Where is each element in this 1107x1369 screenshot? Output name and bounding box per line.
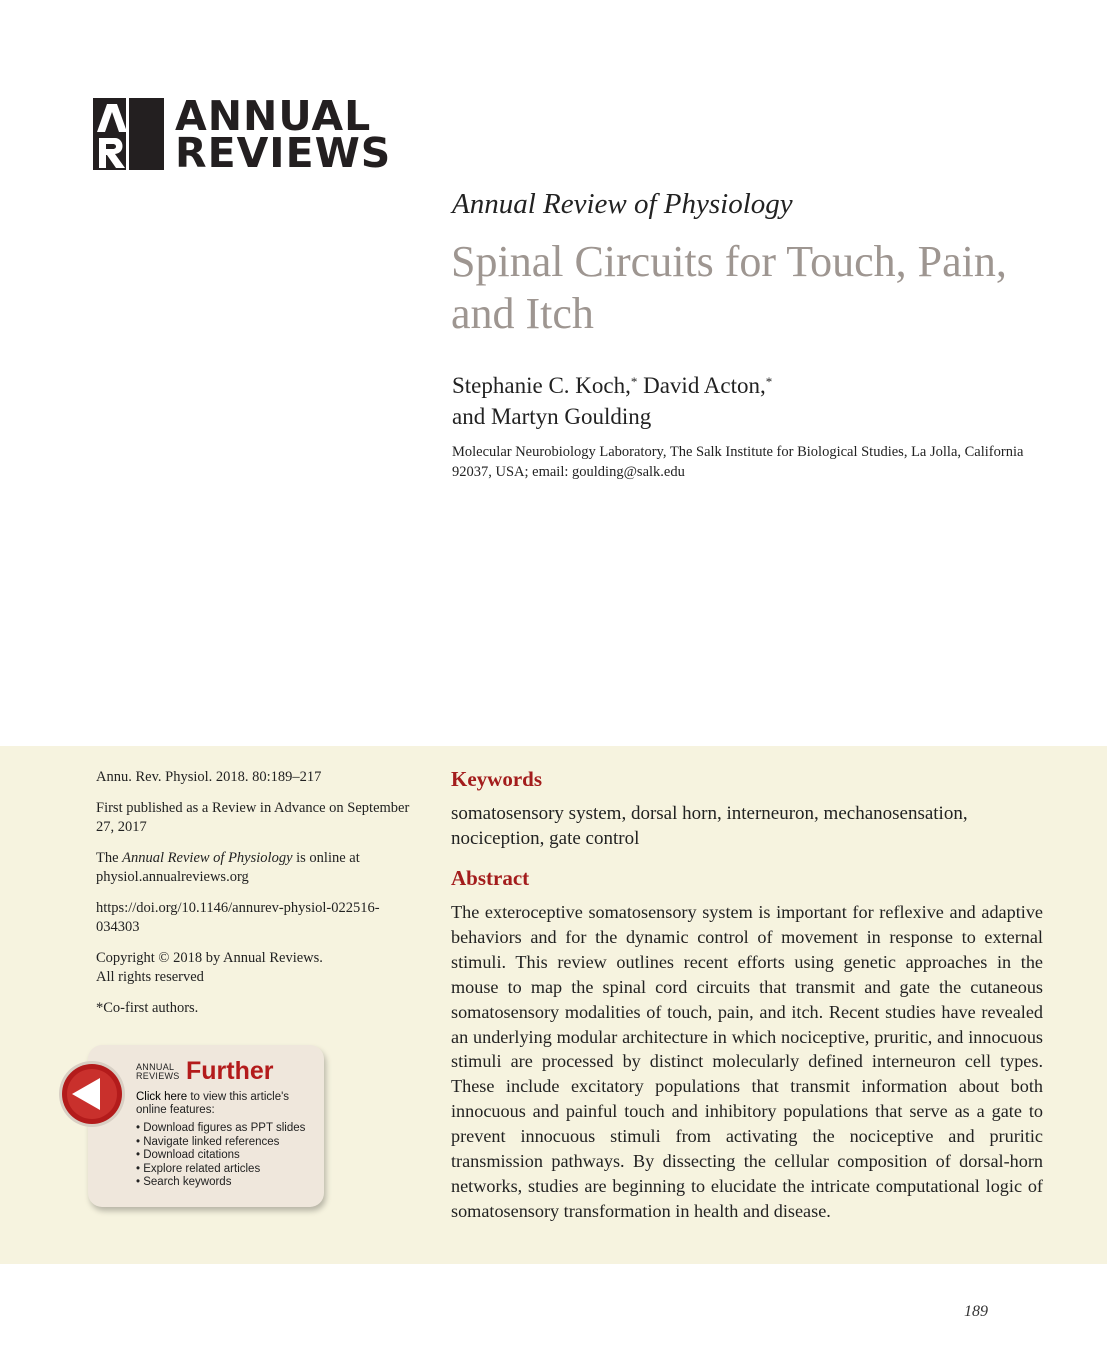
online-availability: The Annual Review of Physiology is online at physiol.annualreviews.org: [96, 850, 360, 885]
logo-reviews-text: REVIEWS: [175, 129, 392, 177]
further-header: [136, 1057, 321, 1086]
doi-link[interactable]: https://doi.org/10.1146/annurev-physiol-022516-034303: [96, 900, 380, 935]
author-acton: David Acton,: [637, 373, 766, 398]
feature-item: • Navigate linked references: [136, 1136, 321, 1150]
keywords-text: somatosensory system, dorsal horn, interneuron, mechanosensation, nociception, gate control: [451, 803, 968, 849]
journal-name: Annual Review of Physiology: [452, 188, 793, 220]
feature-item: • Search keywords: [136, 1176, 321, 1190]
feature-item: • Explore related articles: [136, 1163, 321, 1177]
click-here-link[interactable]: Click here: [136, 1091, 188, 1103]
author-koch: Stephanie C. Koch,: [452, 373, 631, 398]
author-goulding: and Martyn Goulding: [452, 404, 652, 429]
logo-annual-text: ANNUAL: [175, 92, 372, 140]
article-meta: [96, 768, 416, 1030]
online-journal-name: Annual Review of Physiology: [122, 850, 293, 866]
feature-item: • Download citations: [136, 1149, 321, 1163]
annual-reviews-logo: [93, 92, 392, 177]
abstract-heading: Abstract: [451, 866, 530, 890]
article-title: Spinal Circuits for Touch, Pain, and Itch: [451, 237, 1007, 338]
further-brand-small: ANNUAL REVIEWS: [136, 1062, 180, 1081]
citation: Annu. Rev. Physiol. 2018. 80:189–217: [96, 769, 322, 785]
cofirst-mark: *: [630, 374, 638, 389]
further-description: Click here to view this article's online features:: [136, 1091, 290, 1116]
first-published: First published as a Review in Advance on September 27, 2017: [96, 800, 410, 835]
back-arrow-icon[interactable]: [58, 1060, 126, 1128]
affiliation: Molecular Neurobiology Laboratory, The Salk Institute for Biological Studies, La Jolla, California 92037, USA; email: goulding@salk.edu: [452, 444, 1024, 480]
cofirst-mark: *: [765, 374, 773, 389]
feature-item: • Download figures as PPT slides: [136, 1122, 321, 1136]
cofirst-note: *Co-first authors.: [96, 1000, 199, 1016]
further-title: Further: [186, 1057, 274, 1085]
author-list: [452, 366, 1012, 432]
page-number: 189: [964, 1303, 988, 1320]
copyright: Copyright © 2018 by Annual Reviews. All rights reserved: [96, 950, 323, 985]
further-feature-list: [136, 1122, 321, 1190]
annual-reviews-mark-icon: [93, 98, 164, 170]
keywords-heading: Keywords: [451, 767, 542, 791]
abstract-text: The exteroceptive somatosensory system is important for reflexive and adaptive behaviors and for the dynamic control of movement in response to external stimuli. This review outlines recent efforts using genetic approaches in the mouse to map the spinal cord circuits that transmit and gate the cutaneous somatosensory modalities of touch, pain, and itch. Recent studies have revealed an underlying modular architecture in which nociceptive, pruritic, and innocuous stimuli are processed by distinct molecularly defined interneuron cell types. These include excitatory populations that transmit information about both innocuous and painful touch and inhibitory populations that serve as a gate to prevent innocuous stimuli from activating the nociceptive and pruritic transmission pathways. By dissecting the cellular composition of dorsal-horn networks, studies are beginning to elucidate the intricate computational logic of somatosensory transformation in health and disease.: [451, 902, 1043, 1221]
further-content: [136, 1057, 321, 1190]
